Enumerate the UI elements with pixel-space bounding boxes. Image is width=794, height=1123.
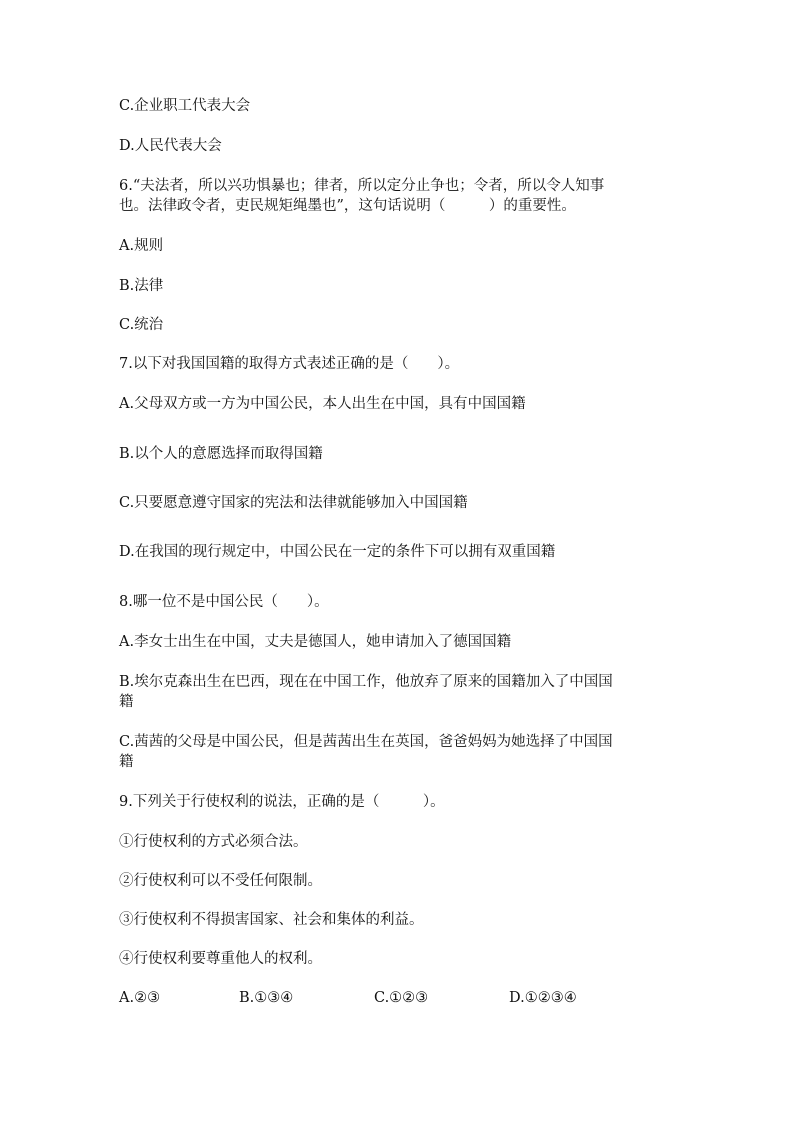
- q9-statement-1: ①行使权利的方式必须合法。: [119, 834, 308, 850]
- q9-statement-4: ④行使权利要尊重他人的权利。: [119, 951, 322, 967]
- q5-option-c: C.企业职工代表大会: [119, 98, 251, 114]
- q8-option-b-line1: B.埃尔克森出生在巴西，现在在中国工作，他放弃了原来的国籍加入了中国国: [119, 674, 613, 690]
- q9-option-a: A.②③: [119, 990, 161, 1006]
- q8-option-c-line1: C.茜茜的父母是中国公民，但是茜茜出生在英国，爸爸妈妈为她选择了中国国: [119, 734, 613, 750]
- q8-stem: 8.哪一位不是中国公民（ ）。: [119, 594, 329, 610]
- q5-option-d: D.人民代表大会: [119, 138, 222, 154]
- q8-option-c-line2: 籍: [119, 754, 134, 770]
- q9-stem: 9.下列关于行使权利的说法，正确的是（ ）。: [119, 794, 445, 810]
- q6-stem-line1: 6.“夫法者，所以兴功惧暴也；律者，所以定分止争也；令者，所以令人知事: [119, 178, 605, 194]
- q6-stem-line2: 也。法律政令者，吏民规矩绳墨也”，这句话说明（ ）的重要性。: [119, 198, 576, 214]
- q9-option-d: D.①②③④: [509, 990, 577, 1006]
- q8-option-a: A.李女士出生在中国，丈夫是德国人，她申请加入了德国国籍: [119, 634, 512, 650]
- q7-option-b: B.以个人的意愿选择而取得国籍: [119, 446, 323, 462]
- q6-option-b: B.法律: [119, 278, 164, 294]
- q9-option-c: C.①②③: [374, 990, 429, 1006]
- q9-statement-3: ③行使权利不得损害国家、社会和集体的利益。: [119, 912, 424, 928]
- q9-option-b: B.①③④: [239, 990, 294, 1006]
- q6-option-a: A.规则: [119, 238, 164, 254]
- q7-stem: 7.以下对我国国籍的取得方式表述正确的是（ ）。: [119, 356, 460, 372]
- q9-statement-2: ②行使权利可以不受任何限制。: [119, 873, 322, 889]
- q7-option-a: A.父母双方或一方为中国公民，本人出生在中国，具有中国国籍: [119, 396, 526, 412]
- q6-option-c: C.统治: [119, 317, 164, 333]
- q7-option-c: C.只要愿意遵守国家的宪法和法律就能够加入中国国籍: [119, 495, 468, 511]
- q7-option-d: D.在我国的现行规定中，中国公民在一定的条件下可以拥有双重国籍: [119, 544, 556, 560]
- q8-option-b-line2: 籍: [119, 694, 134, 710]
- q9-options-row: [119, 988, 679, 1008]
